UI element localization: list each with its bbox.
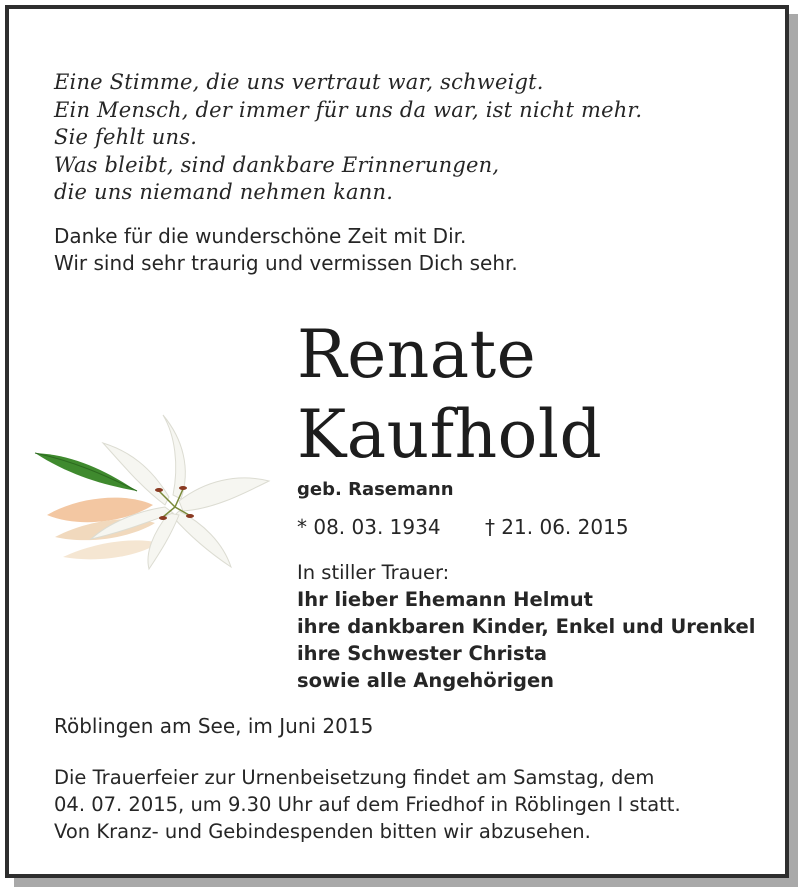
birth-name: geb. Rasemann [297, 479, 454, 500]
life-dates [297, 515, 629, 539]
ceremony-line: 04. 07. 2015, um 9.30 Uhr auf dem Friedhof in Röblingen I statt. [54, 793, 681, 816]
thanks-line: Wir sind sehr traurig und vermissen Dich sehr. [54, 251, 518, 275]
poem-line: Eine Stimme, die uns vertraut war, schweigt. [54, 70, 544, 94]
thanks-line: Danke für die wunderschöne Zeit mit Dir. [54, 224, 467, 248]
deceased-name [297, 315, 602, 475]
last-name: Kaufhold [297, 396, 603, 473]
mourners-intro: In stiller Trauer: [297, 561, 450, 584]
ceremony-line: Von Kranz- und Gebindespenden bitten wir abzusehen. [54, 820, 591, 843]
ceremony-notice [54, 764, 681, 845]
poem-line: Ein Mensch, der immer für uns da war, ist nicht mehr. [54, 97, 643, 122]
thanks-text [54, 223, 518, 277]
poem-line: Was bleibt, sind dankbare Erinnerungen, [54, 152, 500, 177]
lily-icon [33, 411, 273, 571]
poem [54, 69, 642, 207]
poem-line: die uns niemand nehmen kann. [54, 180, 394, 204]
mourner-line: ihre dankbaren Kinder, Enkel und Urenkel [297, 615, 756, 638]
obituary-card [5, 5, 789, 878]
ceremony-line: Die Trauerfeier zur Urnenbeisetzung findet am Samstag, dem [54, 766, 655, 789]
mourner-line: sowie alle Angehörigen [297, 669, 555, 692]
birth-date: * 08. 03. 1934 [297, 515, 441, 539]
mourner-line: ihre Schwester Christa [297, 642, 548, 665]
death-date: † 21. 06. 2015 [484, 515, 629, 539]
mourner-line: Ihr lieber Ehemann Helmut [297, 588, 593, 611]
mourners [297, 559, 755, 694]
place-date: Röblingen am See, im Juni 2015 [54, 714, 374, 738]
first-name: Renate [297, 316, 537, 393]
poem-line: Sie fehlt uns. [54, 125, 198, 149]
